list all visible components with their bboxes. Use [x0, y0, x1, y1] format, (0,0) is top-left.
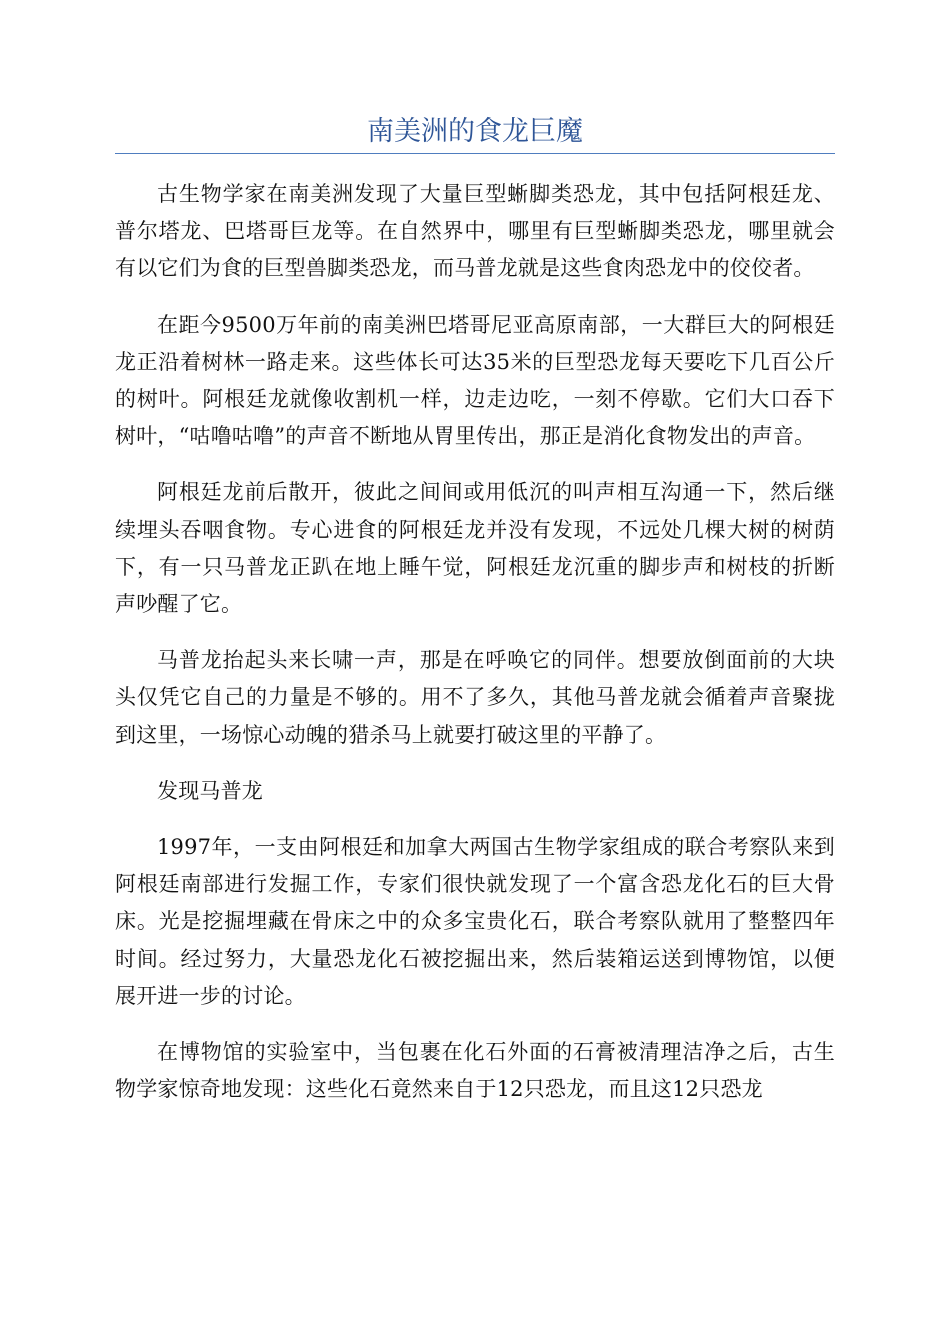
paragraph: 在博物馆的实验室中，当包裹在化石外面的石膏被清理洁净之后，古生物学家惊奇地发现：这些化石竟然来自于12只恐龙，而且这12只恐龙 [115, 1040, 835, 1102]
paragraph: 古生物学家在南美洲发现了大量巨型蜥脚类恐龙，其中包括阿根廷龙、普尔塔龙、巴塔哥巨龙等。在自然界中，哪里有巨型蜥脚类恐龙，哪里就会有以它们为食的巨型兽脚类恐龙，而马普龙就是这些食肉恐龙中的佼佼者。 [115, 182, 835, 281]
paragraph: 阿根廷龙前后散开，彼此之间间或用低沉的叫声相互沟通一下，然后继续埋头吞咽食物。专心进食的阿根廷龙并没有发现，不远处几棵大树的树荫下，有一只马普龙正趴在地上睡午觉，阿根廷龙沉重的脚步声和树枝的折断声吵醒了它。 [115, 480, 835, 617]
document-body [115, 176, 835, 1127]
paragraph: 1997年，一支由阿根廷和加拿大两国古生物学家组成的联合考察队来到阿根廷南部进行发掘工作，专家们很快就发现了一个富含恐龙化石的巨大骨床。光是挖掘埋藏在骨床之中的众多宝贵化石，联合考察队就用了整整四年时间。经过努力，大量恐龙化石被挖掘出来，然后装箱运送到博物馆，以便展开进一步的讨论。 [115, 835, 835, 1008]
paragraph: 在距今9500万年前的南美洲巴塔哥尼亚高原南部，一大群巨大的阿根廷龙正沿着树林一路走来。这些体长可达35米的巨型恐龙每天要吃下几百公斤的树叶。阿根廷龙就像收割机一样，边走边吃，一刻不停歇。它们大口吞下树叶，“咕噜咕噜”的声音不断地从胃里传出，那正是消化食物发出的声音。 [115, 312, 835, 449]
section-heading: 发现马普龙 [157, 778, 263, 803]
document-title: 南美洲的食龙巨魔 [367, 116, 583, 147]
title-underline [115, 153, 835, 154]
paragraph: 马普龙抬起头来长啸一声，那是在呼唤它的同伴。想要放倒面前的大块头仅凭它自己的力量是不够的。用不了多久，其他马普龙就会循着声音聚拢到这里，一场惊心动魄的猎杀马上就要打破这里的平静了。 [115, 648, 835, 747]
